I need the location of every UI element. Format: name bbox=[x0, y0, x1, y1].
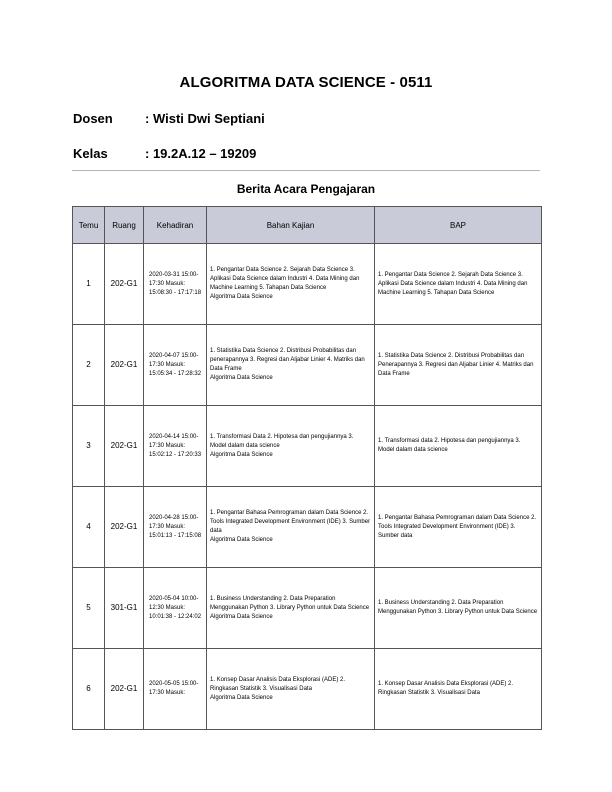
cell-bahan-kajian bbox=[207, 568, 375, 649]
cell-kehadiran: 2020-04-07 15:00-17:30 Masuk: 15:05:34 - 17:28:32 bbox=[144, 325, 207, 406]
table-row bbox=[73, 487, 542, 568]
column-header-bap: BAP bbox=[375, 207, 542, 244]
cell-bap: 1. Konsep Dasar Analisis Data Eksplorasi (ADE) 2. Ringkasan Statistik 3. Visualisasi Data bbox=[375, 649, 542, 730]
table-row bbox=[73, 325, 542, 406]
cell-kehadiran: 2020-03-31 15:00-17:30 Masuk: 15:08:30 - 17:17:18 bbox=[144, 244, 207, 325]
table-row bbox=[73, 649, 542, 730]
bahan-kajian-text: 1. Pengantar Bahasa Pemrograman dalam Data Science 2. Tools Integrated Development Environment (IDE) 3. Sumber data bbox=[210, 510, 371, 534]
table-row bbox=[73, 406, 542, 487]
kelas-value: : 19.2A.12 – 19209 bbox=[145, 146, 257, 161]
bahan-kajian-text: 1. Konsep Dasar Analisis Data Eksplorasi (ADE) 2. Ringkasan Statistik 3. Visualisasi Data bbox=[210, 676, 346, 692]
cell-ruang: 202-G1 bbox=[105, 487, 144, 568]
table-header-row bbox=[73, 207, 542, 244]
cell-kehadiran: 2020-04-14 15:00-17:30 Masuk: 15:02:12 - 17:20:33 bbox=[144, 406, 207, 487]
cell-bap: 1. Pengantar Data Science 2. Sejarah Data Science 3. Aplikasi Data Science dalam Industri 4. Data Mining dan Machine Learning 5. Tahapan Data Science bbox=[375, 244, 542, 325]
cell-kehadiran: 2020-05-05 15:00-17:30 Masuk: bbox=[144, 649, 207, 730]
cell-temu: 6 bbox=[73, 649, 105, 730]
column-header-temu: Temu bbox=[73, 207, 105, 244]
bahan-kajian-text: 1. Pengantar Data Science 2. Sejarah Data Science 3. Aplikasi Data Science dalam Industri 4. Data Mining dan Machine Learning 5. Tahapan Data Science bbox=[210, 267, 360, 291]
column-header-kehadiran: Kehadiran bbox=[144, 207, 207, 244]
cell-bahan-kajian bbox=[207, 244, 375, 325]
cell-bahan-kajian bbox=[207, 649, 375, 730]
cell-bap: 1. Pengantar Bahasa Pemrograman dalam Data Science 2. Tools Integrated Development Environment (IDE) 3. Sumber data bbox=[375, 487, 542, 568]
bahan-kajian-text: 1. Statistika Data Science 2. Distribusi Probabilitas dan penerapannya 3. Regresi dan Aljabar Linier 4. Matriks dan Data Frame bbox=[210, 348, 365, 372]
document-title: ALGORITMA DATA SCIENCE - 0511 bbox=[179, 74, 433, 91]
cell-temu: 5 bbox=[73, 568, 105, 649]
cell-ruang: 301-G1 bbox=[105, 568, 144, 649]
berita-acara-table bbox=[72, 206, 542, 730]
cell-ruang: 202-G1 bbox=[105, 649, 144, 730]
cell-kehadiran: 2020-04-28 15:00-17:30 Masuk: 15:01:13 - 17:15:08 bbox=[144, 487, 207, 568]
divider bbox=[72, 170, 540, 171]
cell-bahan-kajian bbox=[207, 325, 375, 406]
cell-bahan-kajian bbox=[207, 406, 375, 487]
bahan-kajian-course: Algoritma Data Science bbox=[210, 375, 273, 381]
kelas-line bbox=[73, 146, 256, 161]
cell-ruang: 202-G1 bbox=[105, 244, 144, 325]
dosen-label: Dosen bbox=[73, 111, 113, 126]
cell-temu: 2 bbox=[73, 325, 105, 406]
column-header-bahan-kajian: Bahan Kajian bbox=[207, 207, 375, 244]
dosen-line bbox=[73, 111, 265, 126]
bahan-kajian-course: Algoritma Data Science bbox=[210, 451, 273, 458]
cell-bahan-kajian bbox=[207, 487, 375, 568]
cell-bap: 1. Transformasi data 2. Hipotesa dan pengujiannya 3. Model dalam data science bbox=[375, 406, 542, 487]
cell-ruang: 202-G1 bbox=[105, 325, 144, 406]
cell-temu: 3 bbox=[73, 406, 105, 487]
column-header-ruang: Ruang bbox=[105, 207, 144, 244]
cell-temu: 1 bbox=[73, 244, 105, 325]
cell-bap: 1. Business Understanding 2. Data Preparation Menggunakan Python 3. Library Python untuk Data Science bbox=[375, 568, 542, 649]
cell-bap: 1. Statistika Data Science 2. Distribusi Probabilitas dan Penerapannya 3. Regresi dan Aljabar Linier 4. Matriks dan Data Frame bbox=[375, 325, 542, 406]
dosen-value: : Wisti Dwi Septiani bbox=[145, 111, 265, 126]
bahan-kajian-course: Algoritma Data Science bbox=[210, 294, 273, 300]
bahan-kajian-course: Algoritma Data Science bbox=[210, 613, 273, 620]
bahan-kajian-course: Algoritma Data Science bbox=[210, 537, 273, 543]
cell-temu: 4 bbox=[73, 487, 105, 568]
bahan-kajian-course: Algoritma Data Science bbox=[210, 694, 273, 701]
kelas-label: Kelas bbox=[73, 146, 108, 161]
section-subtitle: Berita Acara Pengajaran bbox=[236, 182, 376, 196]
bahan-kajian-text: 1. Transformasi Data 2. Hipotesa dan pengujiannya 3. Model dalam data science bbox=[210, 433, 354, 449]
cell-ruang: 202-G1 bbox=[105, 406, 144, 487]
cell-kehadiran: 2020-05-04 10:00-12:30 Masuk: 10:01:38 - 12:24:02 bbox=[144, 568, 207, 649]
table-row bbox=[73, 568, 542, 649]
table-row bbox=[73, 244, 542, 325]
bahan-kajian-text: 1. Business Understanding 2. Data Preparation Menggunakan Python 3. Library Python untuk Data Science bbox=[210, 595, 370, 611]
